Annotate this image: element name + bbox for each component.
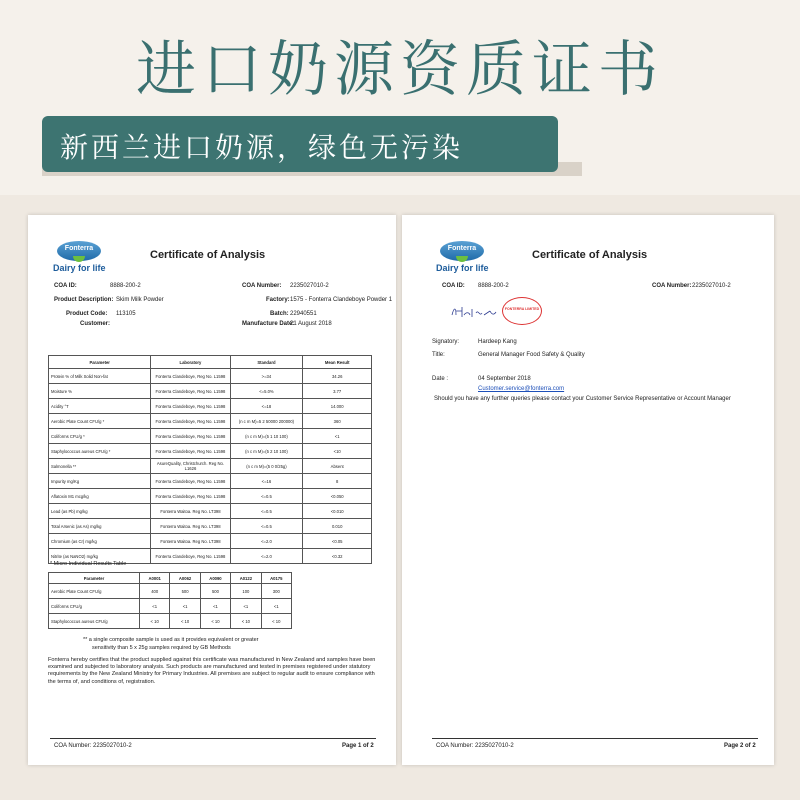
table-header: A0001 (140, 573, 170, 584)
table-cell: Aerobic Plate Count CFU/g (49, 584, 140, 599)
table-cell: Coliforms CFU/g (49, 599, 140, 614)
table-row (49, 444, 372, 459)
table-row (49, 519, 372, 534)
table-cell: Staphylococcus aureus CFU/g * (49, 444, 151, 459)
composite-note-line2: sensitivity than 5 x 25g samples required by GB Methods (92, 645, 231, 651)
coa-id-value: 8888-200-2 (478, 283, 509, 289)
table-row (49, 369, 372, 384)
table-row (49, 459, 372, 474)
table-cell: <0.32 (303, 549, 372, 564)
company-stamp-icon (502, 297, 542, 325)
table-cell: Fonterra Clandeboye, Reg No. L1598 (151, 489, 230, 504)
table-cell: Coliforms CFU/g * (49, 429, 151, 444)
table-cell: 360 (303, 414, 372, 429)
footer-divider (50, 738, 376, 739)
table-cell: Fonterra Waitoa. Reg No. LT398 (151, 534, 230, 549)
table-cell: Fonterra Clandeboye, Reg No. L1598 (151, 444, 230, 459)
table-header: Standard (230, 356, 303, 369)
customer-label: Customer: (80, 321, 111, 327)
table-header: Mean Result (303, 356, 372, 369)
micro-results-table (48, 572, 292, 629)
table-cell: <1 (140, 599, 170, 614)
table-cell: Fonterra Clandeboye, Reg No. L1598 (151, 414, 230, 429)
table-row (49, 414, 372, 429)
table-cell: <0.010 (303, 504, 372, 519)
table-header-row (49, 573, 292, 584)
table-cell: <=0.5 (230, 504, 303, 519)
table-cell: 500 (170, 584, 200, 599)
table-cell: Total Arsenic (as As) mg/kg (49, 519, 151, 534)
table-row (49, 384, 372, 399)
document-title: Certificate of Analysis (532, 249, 648, 261)
logo-text: Fonterra (64, 245, 94, 252)
banner-subtitle: 新西兰进口奶源，绿色无污染 (60, 131, 464, 164)
footer-page-number: Page 2 of 2 (724, 743, 756, 749)
table-cell: 400 (140, 584, 170, 599)
table-cell: Moisture % (49, 384, 151, 399)
table-cell: >=34 (230, 369, 303, 384)
logo-leaf-icon (73, 256, 85, 262)
table-cell: <=18 (230, 399, 303, 414)
table-cell: < 10 (170, 614, 200, 629)
header-banner (0, 0, 800, 195)
coa-id-value: 8888-200-2 (110, 283, 141, 289)
table-cell: <=16 (230, 474, 303, 489)
table-cell: Fonterra Clandeboye, Reg No. L1598 (151, 369, 230, 384)
subtitle-bar (42, 116, 558, 172)
coa-number-value: 2235027010-2 (692, 283, 731, 289)
table-cell: 500 (200, 584, 230, 599)
table-cell: <1 (303, 429, 372, 444)
coa-number-value: 2235027010-2 (290, 283, 329, 289)
table-cell: (n c m M)=5 2 50000 200000) (230, 414, 303, 429)
coa-id-label: COA ID: (54, 283, 77, 289)
composite-note-line1: ** a single composite sample is used as it provides equivalent or greater (83, 637, 259, 643)
logo-text: Fonterra (447, 245, 477, 252)
date-value: 04 September 2018 (478, 376, 531, 382)
logo-tagline: Dairy for life (53, 263, 106, 273)
table-cell: Acidity °T (49, 399, 151, 414)
table-header: Parameter (49, 573, 140, 584)
table-row (49, 584, 292, 599)
certificate-page-1 (28, 215, 396, 765)
table-cell: AsureQuality, Christchurch. Reg No. L1626 (151, 459, 230, 474)
signatory-label: Signatory: (432, 339, 460, 345)
table-cell: <0.05 (303, 534, 372, 549)
table-cell: 34.26 (303, 369, 372, 384)
table-cell: <1 (231, 599, 261, 614)
fonterra-logo (53, 241, 107, 277)
batch-label: Batch: (270, 311, 289, 317)
table-row (49, 474, 372, 489)
table-cell: (n c m M)=(5 2 10 100) (230, 444, 303, 459)
table-cell: <=0.5 (230, 489, 303, 504)
table-header: A0175 (261, 573, 291, 584)
logo-tagline: Dairy for life (436, 263, 489, 273)
title-value: General Manager Food Safety & Quality (478, 352, 585, 358)
table-header: A0062 (170, 573, 200, 584)
table-cell: <=2.0 (230, 549, 303, 564)
date-label: Date : (432, 376, 449, 382)
product-code-value: 113105 (116, 311, 136, 317)
table-cell: <1 (200, 599, 230, 614)
table-row (49, 599, 292, 614)
product-desc-label: Product Description: (54, 297, 114, 303)
table-header: Laboratory (151, 356, 230, 369)
table-row (49, 614, 292, 629)
table-cell: 300 (261, 584, 291, 599)
table-cell: <=2.0 (230, 534, 303, 549)
table-cell: Absent (303, 459, 372, 474)
footer-divider (432, 738, 758, 739)
fonterra-logo (436, 241, 490, 277)
table-cell: <=5.0% (230, 384, 303, 399)
table-cell: Fonterra Clandeboye, Reg No. L1598 (151, 399, 230, 414)
customer-service-email-link[interactable]: Customer.service@fonterra.com (478, 386, 565, 392)
coa-id-label: COA ID: (442, 283, 465, 289)
table-row (49, 399, 372, 414)
table-header: A0122 (231, 573, 261, 584)
document-title: Certificate of Analysis (150, 249, 266, 261)
table-cell: Fonterra Clandeboye, Reg No. L1598 (151, 549, 230, 564)
table-header: Parameter (49, 356, 151, 369)
table-cell: Chromium (as Cr) mg/kg (49, 534, 151, 549)
table-cell: 8 (303, 474, 372, 489)
coa-number-label: COA Number: (242, 283, 282, 289)
table-cell: 14.000 (303, 399, 372, 414)
table-header: A0090 (200, 573, 230, 584)
table-cell: Fonterra Clandeboye, Reg No. L1598 (151, 429, 230, 444)
table-row (49, 534, 372, 549)
product-desc-value: Skim Milk Powder (116, 297, 164, 303)
signature-icon (450, 303, 500, 321)
signatory-value: Hardeep Kang (478, 339, 517, 345)
table-header-row (49, 356, 372, 369)
footer-coa-number: COA Number: 2235027010-2 (54, 743, 132, 749)
table-cell: < 10 (140, 614, 170, 629)
table-cell: < 10 (261, 614, 291, 629)
table-cell: < 10 (231, 614, 261, 629)
title-label: Title: (432, 352, 445, 358)
queries-text: Should you have any further queries please contact your Customer Service Representative or Account Manager (434, 396, 731, 402)
stamp-text: FONTERRA LIMITED (504, 307, 540, 311)
micro-table-title: * Micro Individual Results Table (50, 561, 127, 567)
table-cell: Fonterra Waitoa. Reg No. LT398 (151, 519, 230, 534)
certificate-page-2 (402, 215, 774, 765)
table-cell: <=0.5 (230, 519, 303, 534)
product-code-label: Product Code: (66, 311, 108, 317)
table-cell: <1 (261, 599, 291, 614)
manufacture-date-value: 21 August 2018 (290, 321, 332, 327)
table-cell: (n c m M)=(5 0 0/25g) (230, 459, 303, 474)
manufacture-date-label: Manufacture Date: (242, 321, 295, 327)
table-row (49, 429, 372, 444)
factory-label: Factory: (266, 297, 290, 303)
coa-number-label: COA Number: (652, 283, 692, 289)
table-cell: Aflatoxin M1 mcg/kg (49, 489, 151, 504)
footer-coa-number: COA Number: 2235027010-2 (436, 743, 514, 749)
banner-title: 进口奶源资质证书 (136, 35, 664, 105)
table-cell: Protein % of Milk Solid Non-fat (49, 369, 151, 384)
table-cell: Staphylococcus aureus CFU/g (49, 614, 140, 629)
table-row (49, 504, 372, 519)
batch-value: 22940551 (290, 311, 317, 317)
logo-leaf-icon (456, 256, 468, 262)
table-row (49, 489, 372, 504)
certification-paragraph: Fonterra hereby certifies that the product supplied against this certificate was manufactured in New Zealand and samples have been examined and subjected to laboratory analysis. Such products are manufactured and tested in premises registered under statutory requirements by the New Zealand Ministry for Primary Industries. All premises are subject to regular audit to ensure compliance with the terms of, and conditions of, registration. (48, 657, 376, 685)
table-cell: Nitrite (as NaNO2) mg/kg (49, 549, 151, 564)
table-cell: 100 (231, 584, 261, 599)
table-cell: Fonterra Clandeboye, Reg No. L1598 (151, 384, 230, 399)
table-cell: <0.050 (303, 489, 372, 504)
table-cell: <10 (303, 444, 372, 459)
table-cell: (n c m M)=(5 1 10 100) (230, 429, 303, 444)
table-cell: 0.010 (303, 519, 372, 534)
factory-value: 1575 - Fonterra Clandeboye Powder 1 (290, 297, 393, 303)
table-cell: Lead (as Pb) mg/kg (49, 504, 151, 519)
table-cell: Salmonella ** (49, 459, 151, 474)
analysis-table (48, 355, 372, 564)
table-cell: Fonterra Waitoa. Reg No. LT398 (151, 504, 230, 519)
table-cell: Impurity mg/Kg (49, 474, 151, 489)
table-cell: <1 (170, 599, 200, 614)
footer-page-number: Page 1 of 2 (342, 743, 374, 749)
table-cell: Aerobic Plate Count CFU/g * (49, 414, 151, 429)
table-cell: 3.77 (303, 384, 372, 399)
table-cell: < 10 (200, 614, 230, 629)
table-cell: Fonterra Clandeboye, Reg No. L1598 (151, 474, 230, 489)
